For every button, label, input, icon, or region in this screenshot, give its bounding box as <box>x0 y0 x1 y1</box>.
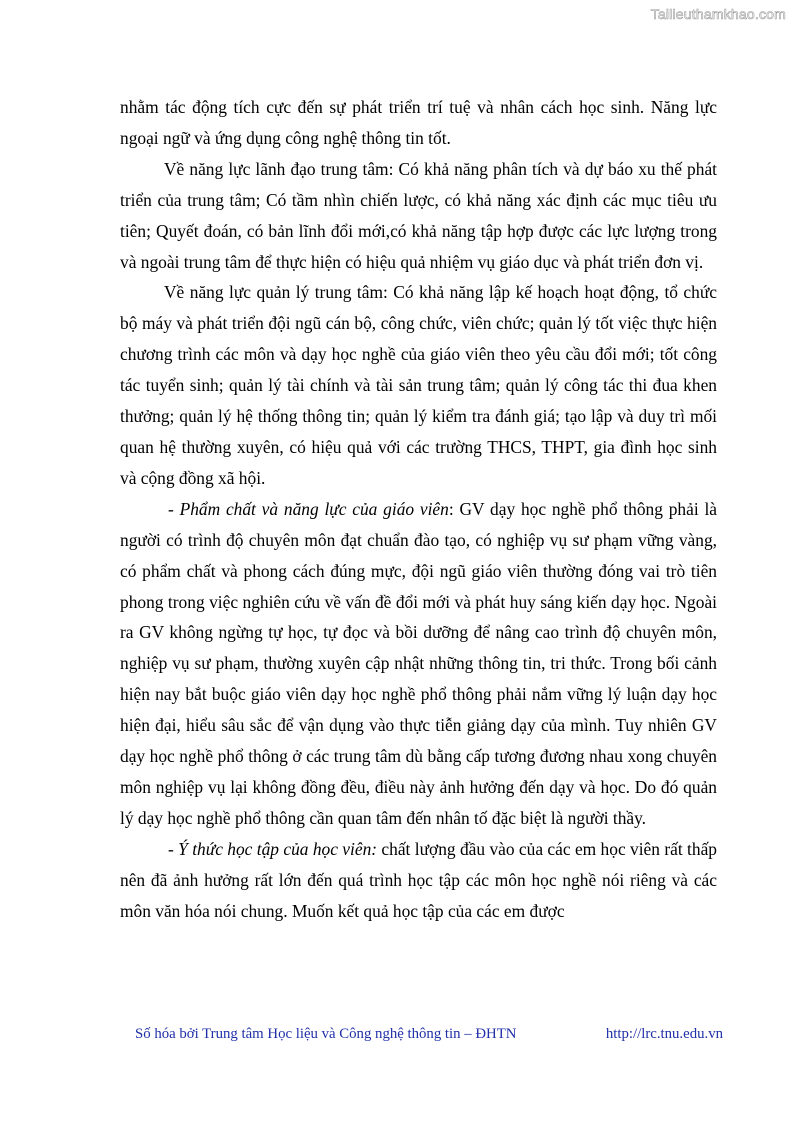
paragraph-5-text: chất lượng đầu vào của các em học viên rất thấp nên đã ảnh hưởng rất lớn đến quá trình học tập các môn học nghề nói riêng và các môn văn hóa nói chung. Muốn kết quả học tập của các em được <box>120 838 717 921</box>
watermark: Tailieuthamkhao.com <box>650 6 786 22</box>
paragraph-1: nhằm tác động tích cực đến sự phát triển trí tuệ và nhân cách học sinh. Năng lực ngoại ngữ và ứng dụng công nghệ thông tin tốt. <box>120 97 717 148</box>
footer-credit: Số hóa bởi Trung tâm Học liệu và Công nghệ thông tin – ĐHTN <box>135 1026 517 1042</box>
footer-url[interactable]: http://lrc.tnu.edu.vn <box>605 1026 723 1042</box>
paragraph-4-text: : GV dạy học nghề phổ thông phải là người có trình độ chuyên môn đạt chuẩn đào tạo, có nghiệp vụ sư phạm vững vàng, có phẩm chất và phong cách đúng mực, đội ngũ giáo viên thường đóng vai trò tiên phong trong việc nghiên cứu về vấn đề đổi mới và phát huy sáng kiến dạy học. Ngoài ra GV không ngừng tự học, tự đọc và bồi dưỡng để nâng cao trình độ chuyên môn, nghiệp vụ sư phạm, thường xuyên cập nhật những thông tin, tri thức. Trong bối cảnh hiện nay bắt buộc giáo viên dạy học nghề phổ thông phải nắm vững lý luận dạy học hiện đại, hiểu sâu sắc để vận dụng vào thực tiễn giảng dạy của mình. Tuy nhiên GV dạy học nghề phổ thông ở các trung tâm dù bằng cấp tương đương nhau xong chuyên môn nghiệp vụ lại không đồng đều, điều này ảnh hưởng đến dạy và học. Do đó quản lý dạy học nghề phổ thông cần quan tâm đến nhân tố đặc biệt là người thầy. <box>120 498 717 828</box>
paragraph-2: Về năng lực lãnh đạo trung tâm: Có khả năng phân tích và dự báo xu thế phát triển của trung tâm; Có tầm nhìn chiến lược, có khả năng xác định các mục tiêu ưu tiên; Quyết đoán, có bản lĩnh đổi mới,có khả năng tập hợp được các lực lượng trong và ngoài trung tâm để thực hiện có hiệu quả nhiệm vụ giáo dục và phát triển đơn vị. <box>120 158 717 272</box>
paragraph-3: Về năng lực quản lý trung tâm: Có khả năng lập kế hoạch hoạt động, tổ chức bộ máy và phát triển đội ngũ cán bộ, công chức, viên chức; quản lý tốt việc thực hiện chương trình các môn và dạy học nghề của giáo viên theo yêu cầu đổi mới; tốt công tác tuyển sinh; quản lý tài chính và tài sản trung tâm; quản lý công tác thi đua khen thưởng; quản lý hệ thống thông tin; quản lý kiểm tra đánh giá; tạo lập và duy trì mối quan hệ thường xuyên, có hiệu quả với các trường THCS, THPT, gia đình học sinh và cộng đồng xã hội. <box>120 282 717 488</box>
paragraph-5-heading: - Ý thức học tập của học viên: <box>168 838 378 859</box>
document-body <box>120 92 717 926</box>
paragraph-5 <box>120 834 717 927</box>
paragraph-4 <box>120 494 717 834</box>
page-footer <box>135 1026 723 1043</box>
paragraph-4-heading: - Phẩm chất và năng lực của giáo viên <box>168 498 449 519</box>
